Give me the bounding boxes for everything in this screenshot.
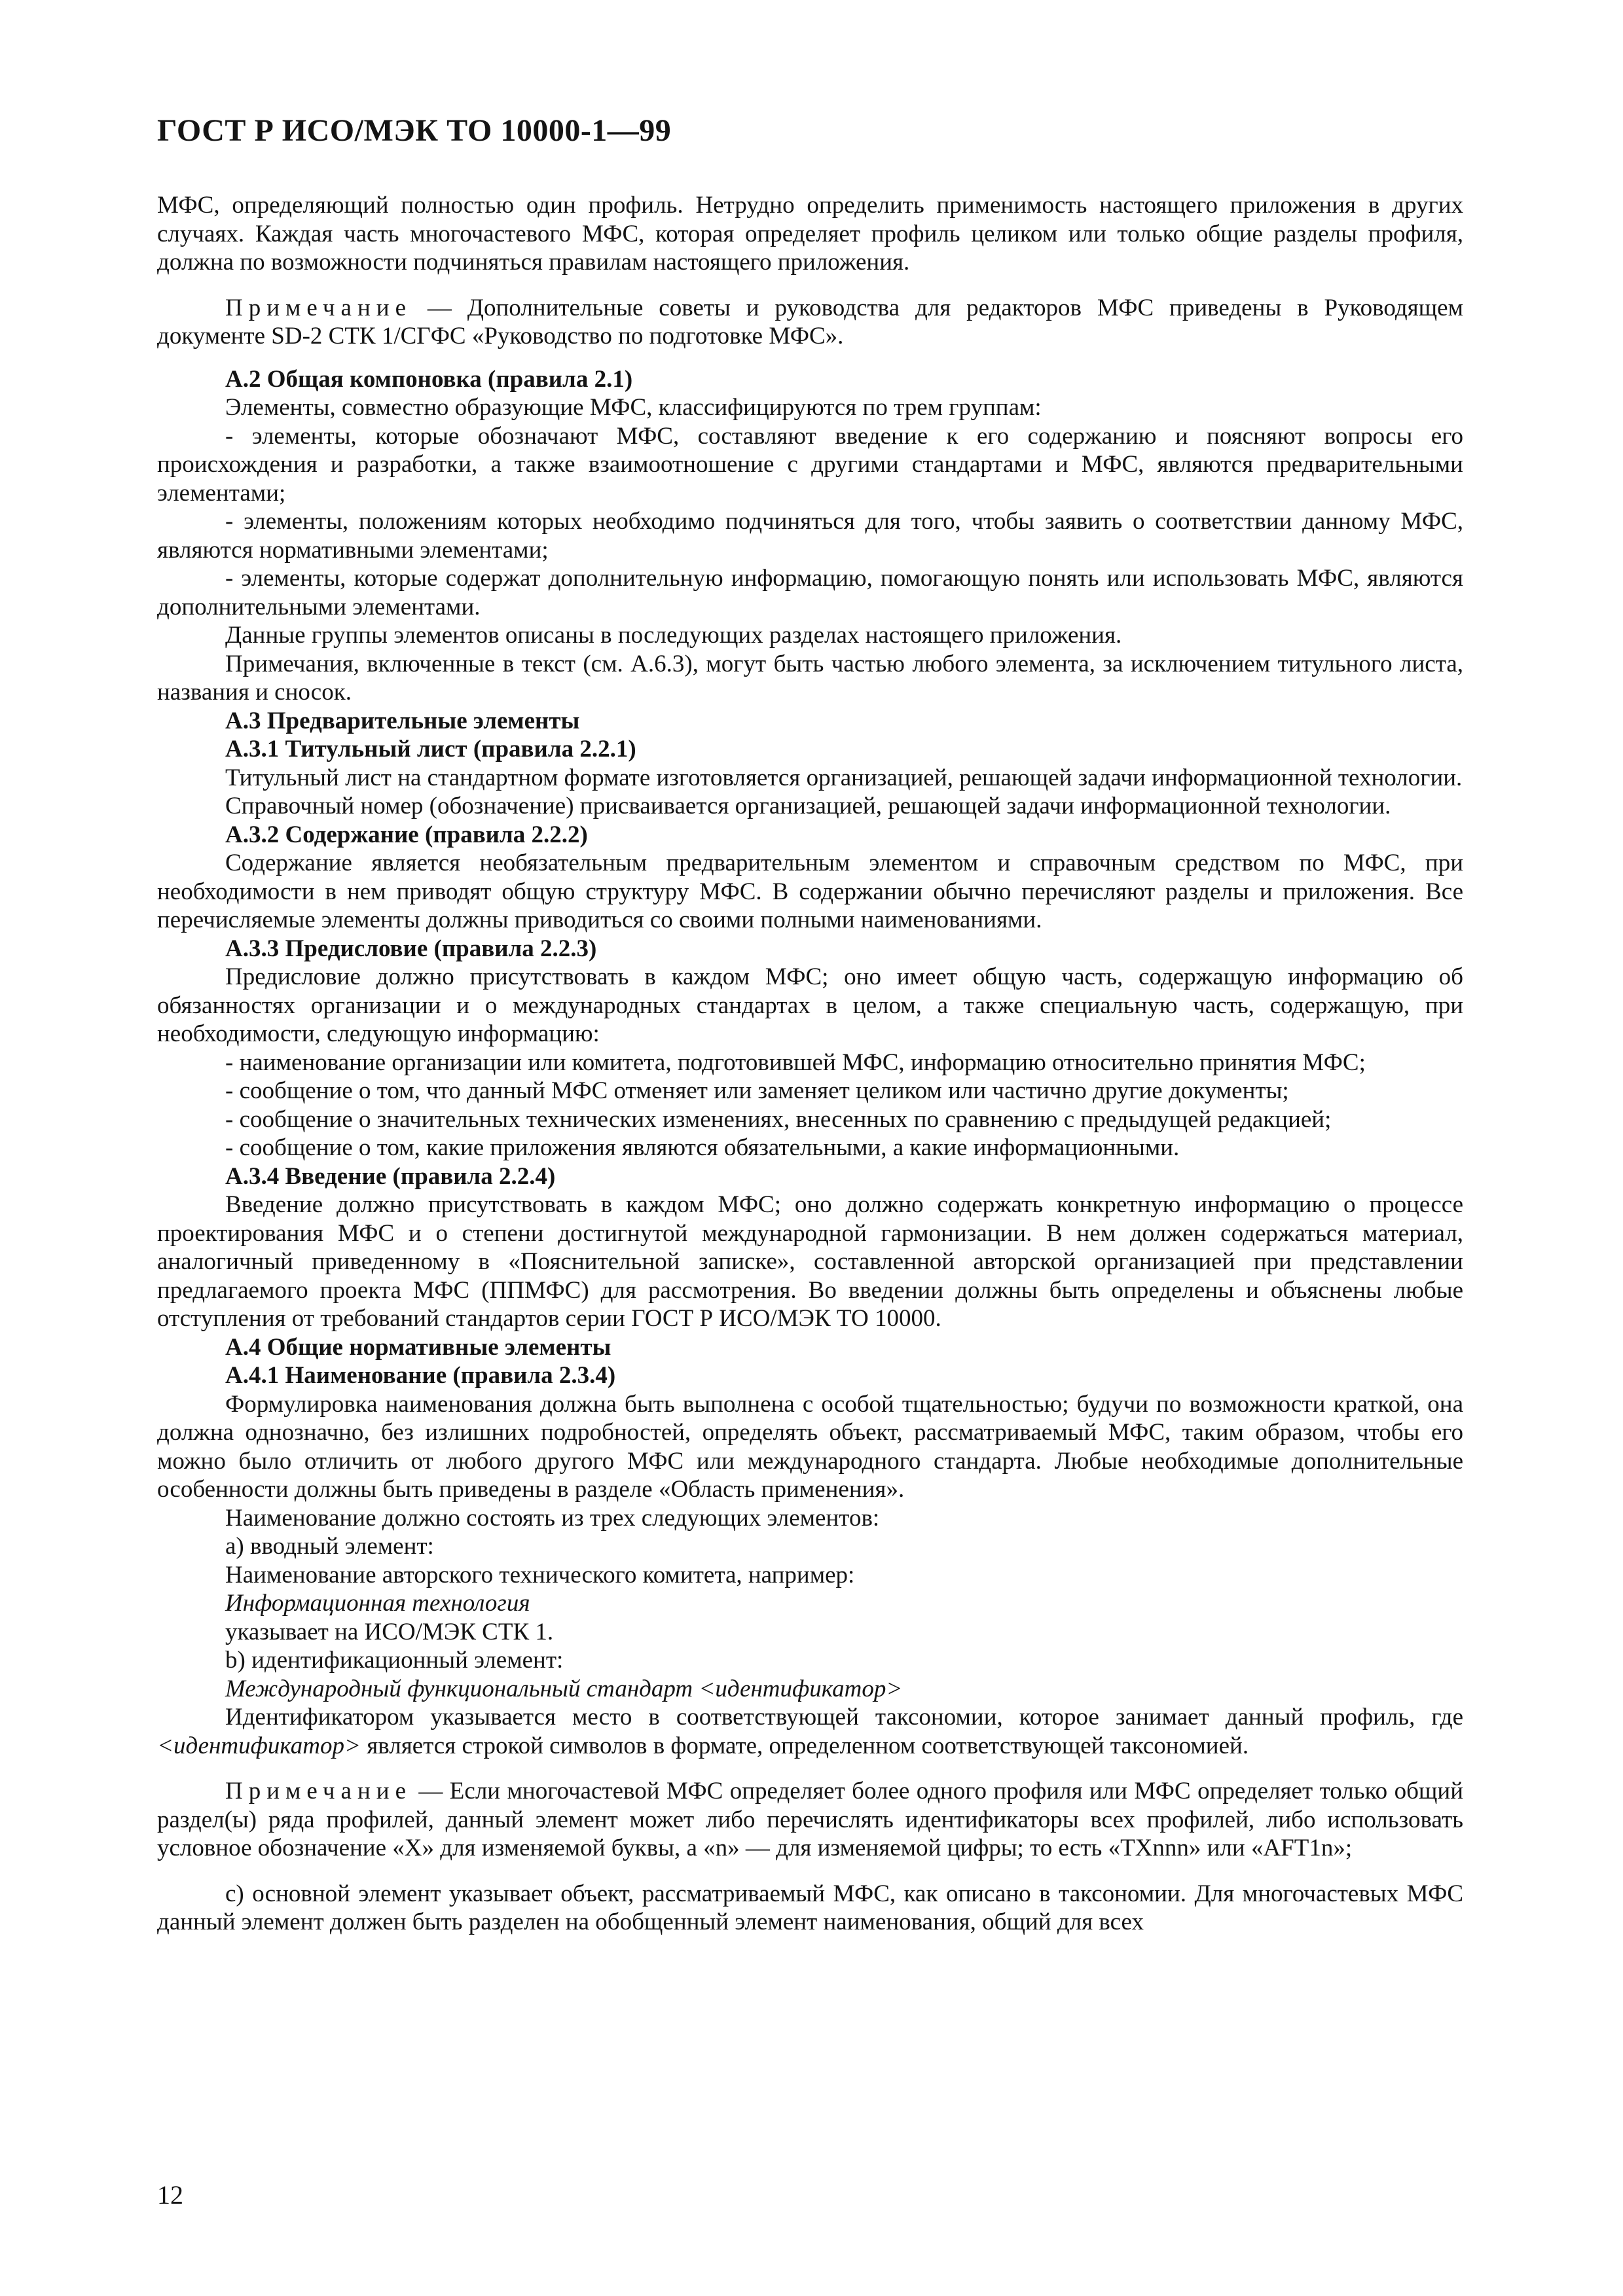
list-item: - сообщение о том, какие приложения являются обязательными, а какие информационными. bbox=[225, 1134, 1180, 1161]
list-item: - элементы, положениям которых необходимо подчиняться для того, чтобы заявить о соответствии данному МФС, являются нормативными элементами; bbox=[157, 508, 1463, 564]
example-italic: Информационная технология bbox=[225, 1590, 530, 1617]
paragraph: указывает на ИСО/МЭК СТК 1. bbox=[225, 1618, 554, 1645]
body-text bbox=[157, 191, 1463, 1937]
list-item: с) основной элемент указывает объект, рассматриваемый МФС, как описано в таксономии. Для многочастевых МФС данный элемент должен быть разделен на обобщенный элемент наименования, общий для всех bbox=[157, 1880, 1463, 1935]
paragraph: Содержание является необязательным предварительным элементом и справочным средством по МФС, при необходимости в нем приводят общую структуру МФС. В содержании обычно перечисляют разделы и приложения. Все перечисляемые элементы должны приводиться со своими полными наименованиями. bbox=[157, 850, 1463, 933]
paragraph: Наименование должно состоять из трех следующих элементов: bbox=[225, 1504, 880, 1532]
paragraph: МФС, определяющий полностью один профиль. Нетрудно определить применимость настоящего приложения в других случаях. Каждая часть многочастевого МФС, которая определяет профиль целиком или только общие разделы профиля, должна по возможности подчиняться правилам настоящего приложения. bbox=[157, 192, 1463, 276]
section-heading: А.4 Общие нормативные элементы bbox=[225, 1333, 611, 1361]
list-item: - элементы, которые обозначают МФС, составляют введение к его содержанию и поясняют вопросы его происхождения и разработки, а также взаимоотношение с другими стандартами и МФС, являются предварительными элементами; bbox=[157, 422, 1463, 507]
list-item: - сообщение о том, что данный МФС отменяет или заменяет целиком или частично другие документы; bbox=[225, 1077, 1289, 1104]
note-label: Примечание bbox=[225, 294, 412, 321]
subsection-heading: А.3.3 Предисловие (правила 2.2.3) bbox=[225, 935, 597, 962]
note-label: Примечание bbox=[225, 1778, 412, 1804]
standard-header: ГОСТ Р ИСО/МЭК ТО 10000-1—99 bbox=[157, 113, 672, 148]
paragraph: Предисловие должно присутствовать в каждом МФС; оно имеет общую часть, содержащую информацию об обязанностях организации и о международных стандартах в целом, а также специальную часть, содержащую, при необходимости, следующую информацию: bbox=[157, 963, 1463, 1047]
list-item: - сообщение о значительных технических изменениях, внесенных по сравнению с предыдущей редакцией; bbox=[225, 1105, 1332, 1133]
example-italic: Международный функциональный стандарт <идентификатор> bbox=[225, 1675, 903, 1702]
paragraph: Справочный номер (обозначение) присваивается организацией, решающей задачи информационной технологии. bbox=[225, 793, 1391, 819]
note-text: — Если многочастевой МФС определяет более одного профиля или МФС определяет только общий раздел(ы) ряда профилей, данный элемент может либо перечислять идентификаторы всех профилей, либо использовать условное обозначение «Х» для изменяемой буквы, а «n» — для изменяемой цифры; то есть «ТХnnn» или «АFТ1n»; bbox=[157, 1778, 1463, 1861]
paragraph: Наименование авторского технического комитета, например: bbox=[225, 1561, 855, 1588]
paragraph: Титульный лист на стандартном формате изготовляется организацией, решающей задачи информационной технологии. bbox=[225, 764, 1463, 791]
subsection-heading: А.4.1 Наименование (правила 2.3.4) bbox=[225, 1362, 616, 1389]
paragraph: Данные группы элементов описаны в последующих разделах настоящего приложения. bbox=[225, 622, 1122, 649]
list-item: а) вводный элемент: bbox=[225, 1533, 434, 1560]
paragraph: Элементы, совместно образующие МФС, классифицируются по трем группам: bbox=[225, 394, 1042, 421]
page-number: 12 bbox=[157, 2180, 183, 2210]
subsection-heading: А.3.2 Содержание (правила 2.2.2) bbox=[225, 821, 588, 848]
section-heading: А.2 Общая компоновка (правила 2.1) bbox=[225, 365, 633, 393]
paragraph: Введение должно присутствовать в каждом МФС; оно должно содержать конкретную информацию о процессе проектирования МФС и о степени достигнутой международной гармонизации. В нем должен содержаться материал, аналогичный приведенному в «Пояснительной записке», составленной авторской организацией при представлении предлагаемого проекта МФС (ППМФС) для рассмотрения. Во введении должны быть определены и объяснены любые отступления от требований стандартов серии ГОСТ Р ИСО/МЭК ТО 10000. bbox=[157, 1191, 1463, 1332]
paragraph: Идентификатором указывается место в соответствующей таксономии, которое занимает данный профиль, где <идентификатор> является строкой символов в формате, определенном соответствующей таксономией. bbox=[157, 1704, 1463, 1759]
note bbox=[157, 294, 1463, 351]
subsection-heading: А.3.1 Титульный лист (правила 2.2.1) bbox=[225, 736, 636, 762]
list-item: - элементы, которые содержат дополнительную информацию, помогающую понять или использовать МФС, являются дополнительными элементами. bbox=[157, 565, 1463, 620]
paragraph: Примечания, включенные в текст (см. А.6.3), могут быть частью любого элемента, за исключением титульного листа, названия и сносок. bbox=[157, 650, 1463, 706]
note bbox=[157, 1777, 1463, 1863]
paragraph: Формулировка наименования должна быть выполнена с особой тщательностью; будучи по возможности краткой, она должна однозначно, без излишних подробностей, определять объект, рассматриваемый МФС, таким образом, чтобы его можно было отличить от любого другого МФС или международного стандарта. Любые необходимые дополнительные особенности должны быть приведены в разделе «Область применения». bbox=[157, 1390, 1463, 1503]
list-item: - наименование организации или комитета, подготовившей МФС, информацию относительно принятия МФС; bbox=[225, 1049, 1366, 1076]
subsection-heading: А.3.4 Введение (правила 2.2.4) bbox=[225, 1162, 556, 1190]
note-text: — Дополнительные советы и руководства для редакторов МФС приведены в Руководящем документе SD-2 СТК 1/СГФС «Руководство по подготовке МФС». bbox=[157, 294, 1463, 350]
section-heading: А.3 Предварительные элементы bbox=[225, 707, 580, 734]
list-item: b) идентификационный элемент: bbox=[225, 1647, 564, 1674]
